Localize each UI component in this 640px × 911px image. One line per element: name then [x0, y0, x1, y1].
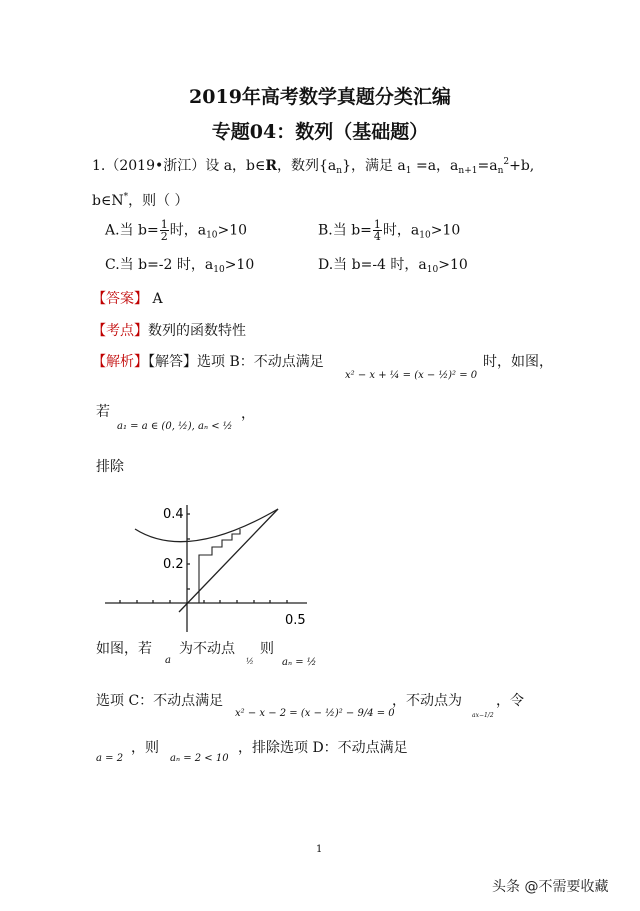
page-number: 1	[316, 844, 323, 855]
fraction-quarter: $\frac{1}{4}$	[373, 218, 381, 243]
point-line	[92, 322, 246, 340]
option-c-analysis-2: ，不动点为	[392, 693, 462, 709]
option-d: D.当 b=-4 时，$a_{10}>10$	[318, 257, 468, 275]
fraction-half: $\frac{1}{2}$	[160, 218, 168, 243]
tick-label-0.4: 0.4	[163, 507, 184, 522]
equation-fixed-point-b: x² − x + ¼ = (x − ½)² = 0	[345, 370, 478, 381]
option-c: C.当 b=-2 时，$a_{10}>10$	[105, 257, 255, 275]
tick-label-0.5: 0.5	[285, 613, 306, 628]
equation-an-half: aₙ = ½	[282, 657, 317, 668]
option-a: A.当 b= $\frac{1}{2}$ 时，$a_{10}>10$	[105, 218, 248, 243]
analysis-line1-end: 时，如图，	[483, 354, 553, 370]
watermark: 头条 @不需要收藏	[492, 879, 609, 895]
analysis-label: 【解析】	[92, 354, 148, 370]
answer-label: 【答案】	[92, 291, 148, 307]
equation-fixed-point-c: x² − x − 2 = (x − ½)² − 9/4 = 0	[235, 708, 395, 719]
equation-an-2: aₙ = 2 < 10	[170, 753, 229, 764]
equation-a-equals-2: a = 2	[96, 753, 124, 764]
document-title: 2019年高考数学真题分类汇编	[189, 86, 451, 108]
tiny-fraction: ax−1/2	[472, 712, 494, 719]
fig-text-2: 为不动点	[179, 641, 235, 657]
cobweb-path	[199, 529, 240, 603]
equation-a1-range: a₁ = a ∈ (0, ½), aₙ < ½	[117, 421, 233, 432]
fixed-point-half: ½	[246, 657, 254, 666]
parabola-curve	[135, 509, 278, 542]
tick-label-0.2: 0.2	[163, 557, 184, 572]
ze-text: ，则	[131, 740, 159, 756]
ruo-text: 若	[96, 404, 110, 420]
paichu-text: 排除	[96, 459, 124, 475]
question-stem-line2: b∈N*，则（ ）	[92, 192, 189, 209]
question-stem-line1: 1.（2019•浙江）设 a，b∈R，数列$\{a_n\}$，满足 $a_1 =a$，$a_{n+1}=a_n^2+b$,	[92, 157, 535, 176]
answer-line	[92, 290, 163, 308]
point-label: 【考点】	[92, 323, 148, 339]
analysis-line1: 【解析】【解答】选项 B：不动点满足	[92, 354, 324, 370]
comma: ，	[241, 406, 255, 422]
document-subtitle: 专题04：数列（基础题）	[211, 121, 429, 143]
var-a: a	[165, 655, 171, 666]
cobweb-figure	[95, 492, 315, 632]
point-value: 数列的函数特性	[148, 323, 246, 339]
fig-text-3: 则	[260, 641, 274, 657]
exclude-d-text: ，排除选项 D：不动点满足	[238, 740, 408, 756]
ling-text: ，令	[496, 693, 524, 709]
fig-text-1: 如图，若	[96, 641, 152, 657]
identity-line	[179, 509, 278, 612]
option-c-analysis: 选项 C：不动点满足	[96, 693, 224, 709]
option-b: B.当 b= $\frac{1}{4}$ 时，$a_{10}>10$	[318, 218, 461, 243]
answer-value: A	[152, 291, 163, 307]
